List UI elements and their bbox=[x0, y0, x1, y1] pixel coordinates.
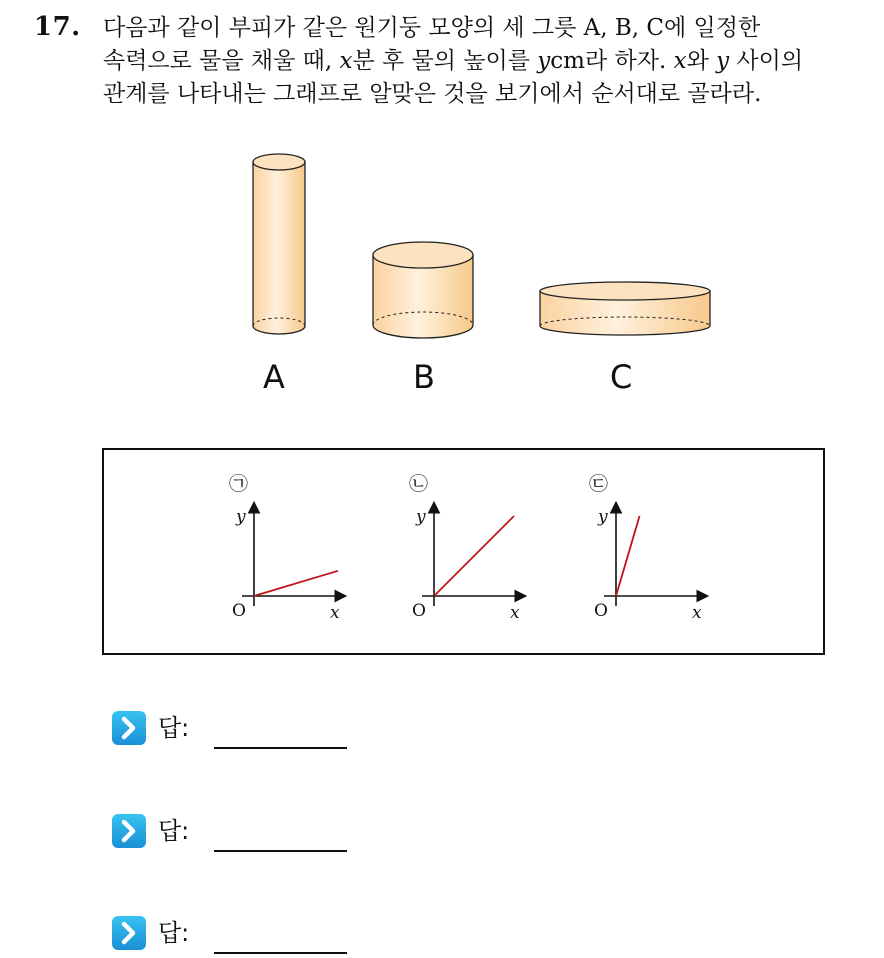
question-number: 17. bbox=[34, 12, 81, 42]
answer-blank-1[interactable] bbox=[214, 747, 347, 749]
y-axis-label: y bbox=[236, 507, 246, 527]
choice-graph-3 bbox=[589, 473, 706, 623]
question-line-3: 관계를 나타내는 그래프로 알맞은 것을 보기에서 순서대로 골라라. bbox=[103, 81, 762, 107]
y-axis-label: y bbox=[416, 507, 426, 527]
origin-label: O bbox=[594, 601, 608, 621]
question-line-2: 속력으로 물을 채울 때, x분 후 물의 높이를 ycm라 하자. x와 y 사이의 bbox=[103, 48, 804, 74]
cylinder-c bbox=[540, 282, 710, 335]
x-axis-label: x bbox=[692, 603, 702, 623]
origin-label: O bbox=[412, 601, 426, 621]
choice-graph-2 bbox=[409, 473, 524, 623]
y-axis-label: y bbox=[598, 507, 608, 527]
choice-marker: ㉡ bbox=[409, 473, 429, 495]
origin-label: O bbox=[232, 601, 246, 621]
answer-blank-3[interactable] bbox=[214, 952, 347, 954]
choice-marker: ㉢ bbox=[589, 473, 609, 495]
x-axis-label: x bbox=[510, 603, 520, 623]
question-line-1: 다음과 같이 부피가 같은 원기둥 모양의 세 그릇 A, B, C에 일정한 bbox=[103, 15, 761, 41]
answer-label: 답: bbox=[158, 714, 190, 742]
question-text bbox=[103, 12, 873, 111]
containers-drawing bbox=[230, 150, 730, 350]
choice-marker: ㉠ bbox=[229, 473, 249, 495]
graph-line bbox=[434, 516, 514, 596]
chevron-right-icon bbox=[112, 711, 146, 745]
answer-row-2 bbox=[112, 814, 352, 854]
chevron-right-icon bbox=[112, 814, 146, 848]
graph-line bbox=[616, 516, 640, 596]
x-axis-label: x bbox=[330, 603, 340, 623]
container-label-a: A bbox=[263, 358, 285, 396]
answer-row-1 bbox=[112, 711, 352, 751]
choice-box bbox=[102, 448, 825, 655]
choice-graph-1 bbox=[229, 473, 344, 623]
container-label-b: B bbox=[413, 358, 435, 396]
cylinder-b bbox=[373, 242, 473, 338]
answer-label: 답: bbox=[158, 817, 190, 845]
container-label-c: C bbox=[610, 358, 633, 396]
answer-blank-2[interactable] bbox=[214, 850, 347, 852]
cylinder-a bbox=[253, 154, 305, 334]
chevron-right-icon bbox=[112, 916, 146, 950]
containers-figure bbox=[230, 150, 730, 400]
answer-label: 답: bbox=[158, 919, 190, 947]
answer-row-3 bbox=[112, 916, 352, 956]
graph-line bbox=[254, 571, 338, 596]
choice-graphs bbox=[104, 450, 823, 653]
